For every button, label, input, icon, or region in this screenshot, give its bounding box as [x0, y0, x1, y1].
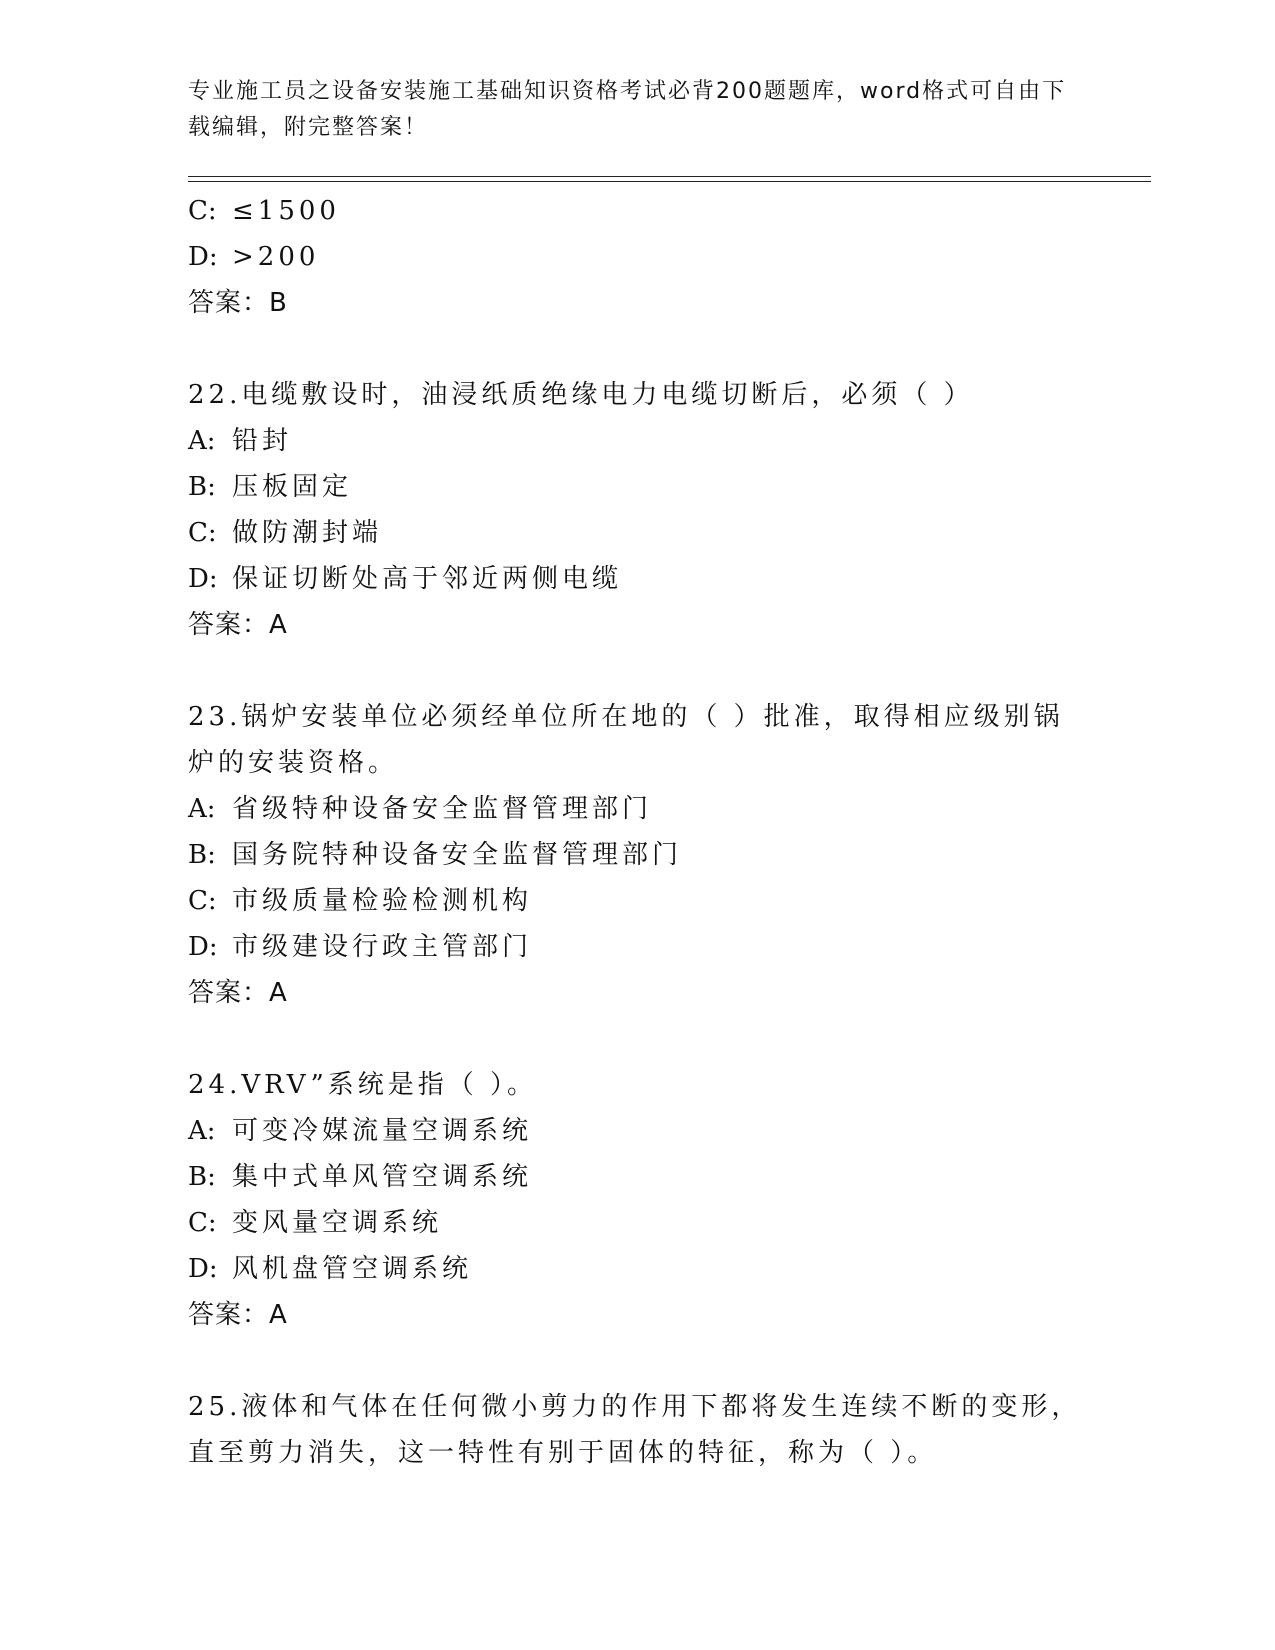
option-line	[188, 1246, 1088, 1292]
option-letter: A:	[188, 1116, 216, 1146]
option-text: 可变冷媒流量空调系统	[232, 1116, 533, 1146]
option-text: 风机盘管空调系统	[232, 1254, 473, 1284]
option-text: 省级特种设备安全监督管理部门	[232, 794, 653, 824]
option-line	[188, 1108, 1088, 1154]
answer-line: 答案：B	[188, 288, 288, 318]
option-letter: B:	[188, 1162, 216, 1192]
option-text: 国务院特种设备安全监督管理部门	[232, 840, 683, 870]
option-text: 变风量空调系统	[232, 1208, 443, 1238]
question-stem: 24.VRV”系统是指（ ）。	[188, 1070, 538, 1100]
option-letter: D:	[188, 932, 218, 962]
option-line	[188, 418, 1088, 464]
question-content	[188, 188, 1088, 1476]
header-divider-bottom	[188, 181, 1151, 182]
option-line	[188, 510, 1088, 556]
option-text: 压板固定	[232, 472, 353, 502]
page-header: 专业施工员之设备安装施工基础知识资格考试必背200题题库，word格式可自由下载编辑，附完整答案！	[188, 79, 1067, 140]
option-letter: C:	[188, 1208, 217, 1238]
option-letter: D:	[188, 564, 218, 594]
option-letter: C:	[188, 886, 217, 916]
option-letter: C:	[188, 196, 217, 226]
option-line	[188, 786, 1088, 832]
option-line	[188, 924, 1088, 970]
option-letter: A:	[188, 426, 216, 456]
header-divider-top	[188, 176, 1151, 177]
option-line	[188, 464, 1088, 510]
answer-line: 答案：A	[188, 978, 288, 1008]
option-letter: D:	[188, 242, 218, 272]
option-text: >200	[232, 242, 320, 272]
option-letter: B:	[188, 472, 216, 502]
answer-line: 答案：A	[188, 1300, 288, 1330]
question-stem: 25.液体和气体在任何微小剪力的作用下都将发生连续不断的变形，直至剪力消失，这一特性有别于固体的特征，称为（ ）。	[188, 1392, 1082, 1468]
option-letter: B:	[188, 840, 216, 870]
option-text: 做防潮封端	[232, 518, 383, 548]
option-letter: A:	[188, 794, 216, 824]
option-text: 铅封	[232, 426, 293, 456]
question-stem: 23.锅炉安装单位必须经单位所在地的（ ）批准，取得相应级别锅炉的安装资格。	[188, 702, 1064, 778]
option-text: 保证切断处高于邻近两侧电缆	[232, 564, 623, 594]
option-line	[188, 878, 1088, 924]
option-letter: D:	[188, 1254, 218, 1284]
question-stem: 22.电缆敷设时，油浸纸质绝缘电力电缆切断后，必须（ ）	[188, 380, 974, 410]
option-line	[188, 556, 1088, 602]
option-line	[188, 188, 1088, 234]
option-line	[188, 1154, 1088, 1200]
option-line	[188, 234, 1088, 280]
option-text: 市级建设行政主管部门	[232, 932, 533, 962]
option-letter: C:	[188, 518, 217, 548]
option-text: 集中式单风管空调系统	[232, 1162, 533, 1192]
option-text: 市级质量检验检测机构	[232, 886, 533, 916]
answer-line: 答案：A	[188, 610, 288, 640]
option-line	[188, 832, 1088, 878]
option-text: ≤1500	[232, 196, 340, 226]
option-line	[188, 1200, 1088, 1246]
